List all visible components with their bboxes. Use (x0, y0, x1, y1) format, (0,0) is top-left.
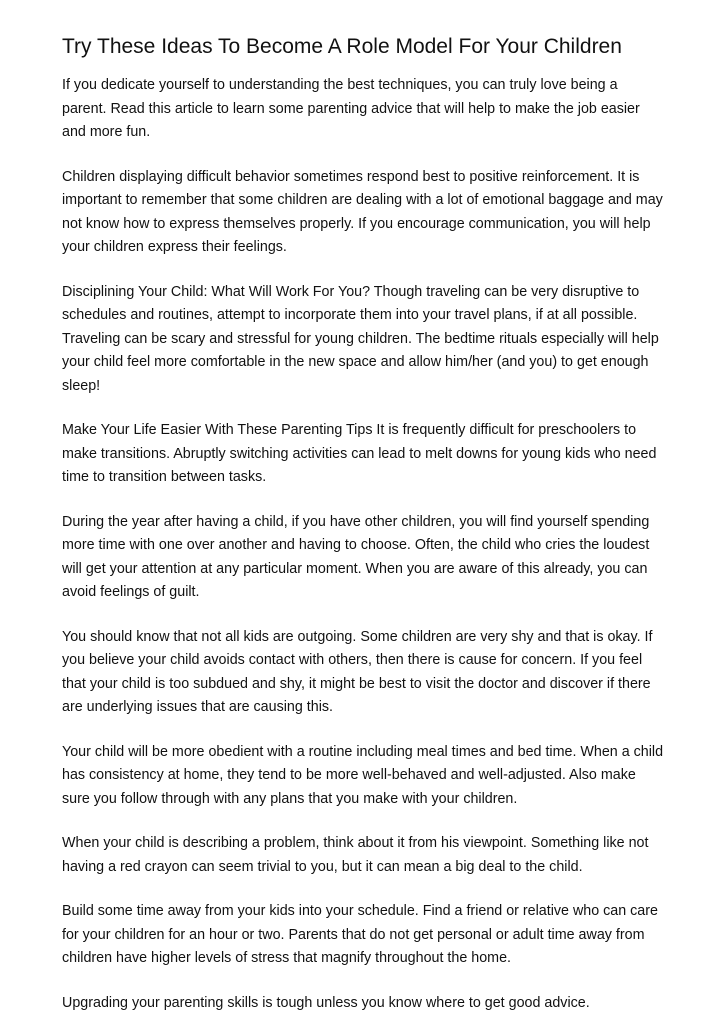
paragraph: Children displaying difficult behavior sometimes respond best to positive reinforcement. It is important to remember that some children are dealing with a lot of emotional baggage and may not know how to express themselves properly. If you encourage communication, you will help your children express their feelings. (62, 168, 663, 255)
paragraph: During the year after having a child, if you have other children, you will find yourself spending more time with one over another and having to choose. Often, the child who cries the loudest will get your attention at any particular moment. When you are aware of this already, you can avoid feelings of guilt. (62, 513, 650, 600)
paragraph: Build some time away from your kids into your schedule. Find a friend or relative who can care for your children for an hour or two. Parents that do not get personal or adult time away from children have higher levels of stress that magnify throughout the home. (62, 903, 658, 966)
document-title: Try These Ideas To Become A Role Model For Your Children (62, 35, 622, 58)
paragraph: When your child is describing a problem, think about it from his viewpoint. Something like not having a red crayon can seem trivial to you, but it can mean a big deal to the child. (62, 835, 649, 875)
paragraph: Make Your Life Easier With These Parenting Tips It is frequently difficult for preschoolers to make transitions. Abruptly switching activities can lead to melt downs for young kids who need time to transition between tasks. (62, 422, 657, 485)
document-body (62, 74, 666, 1015)
paragraph: If you dedicate yourself to understanding the best techniques, you can truly love being a parent. Read this article to learn some parenting advice that will help to make the job easier and more fun. (62, 77, 640, 140)
paragraph: Disciplining Your Child: What Will Work For You? Though traveling can be very disruptive to schedules and routines, attempt to incorporate them into your travel plans, if at all possible. Traveling can be scary and stressful for young children. The bedtime rituals especially will help your child feel more comfortable in the new space and allow him/her (and you) to get enough sleep! (62, 283, 659, 394)
paragraph: Upgrading your parenting skills is tough unless you know where to get good advice. (62, 994, 590, 1011)
paragraph: You should know that not all kids are outgoing. Some children are very shy and that is okay. If you believe your child avoids contact with others, then there is cause for concern. If you feel that your child is too subdued and shy, it might be best to visit the doctor and discover if there are underlying issues that are causing this. (62, 628, 653, 715)
paragraph: Your child will be more obedient with a routine including meal times and bed time. When a child has consistency at home, they tend to be more well-behaved and well-adjusted. Also make sure you follow through with any plans that you make with your children. (62, 743, 664, 807)
